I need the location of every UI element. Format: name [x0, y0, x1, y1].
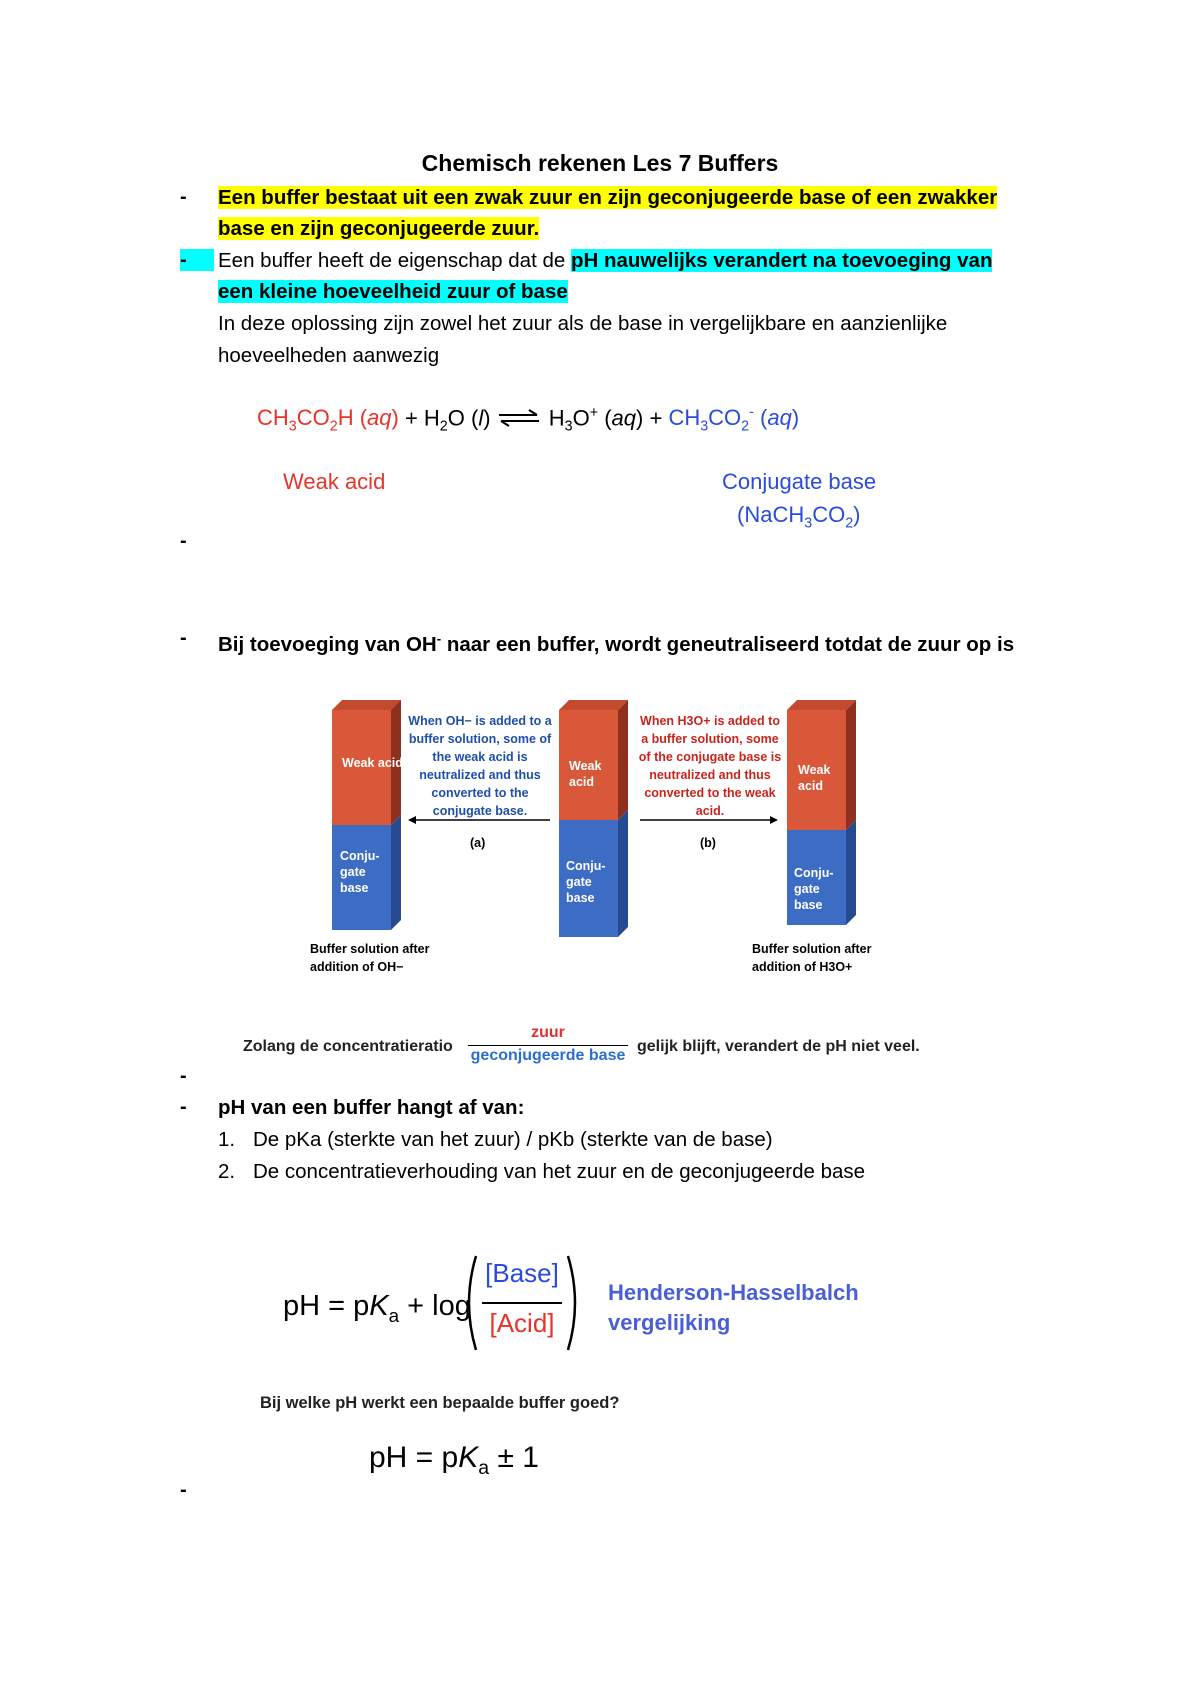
list-item-2: De concentratieverhouding van het zuur en de geconjugeerde base — [253, 1160, 866, 1183]
middle-conj-base-label: Conju-gate base — [566, 859, 606, 905]
bullet-2-line-1: Een buffer heeft de eigenschap dat de pH nauwelijks verandert na toevoeging van — [218, 249, 993, 272]
label-a: (a) — [470, 836, 486, 850]
ratio-denominator: geconjugeerde base — [470, 1047, 626, 1064]
buffer-range-equation: pH = $pK_a \pm 1$ — [369, 1441, 539, 1479]
ratio-numerator: zuur — [531, 1024, 565, 1041]
bullet-2-line-3: In deze oplossing zijn zowel het zuur als de base in vergelijkbare en aanzienlijke — [218, 312, 948, 335]
left-conj-base-label: Conju-gate base — [340, 849, 380, 895]
bullet-dash: - — [180, 249, 215, 271]
bullet-2-line-4: hoeveelheden aanwezig — [218, 344, 440, 367]
list-number: 1. — [218, 1128, 236, 1151]
hh-acid: [Acid] — [489, 1308, 555, 1338]
hh-name-line-2: vergelijking — [608, 1310, 731, 1335]
left-weak-acid-label: Weak acid — [342, 756, 403, 770]
list-item-1: De pKa (sterkte van het zuur) / pKb (sterkte van de base) — [253, 1128, 773, 1151]
right-explanation: When H3O+ is added to a buffer solution, some of the conjugate base is neutralized and thus converted to the weak acid. — [638, 714, 782, 818]
conjugate-base-salt: $(NaCH_3CO_2)$ — [737, 502, 861, 532]
list-number: 2. — [218, 1160, 236, 1183]
right-weak-acid-label: Weak acid — [798, 763, 831, 793]
equilibrium-arrow-icon — [497, 407, 543, 433]
caption-right: Buffer solution after addition of H3O+ — [752, 942, 872, 974]
bullet-4: pH van een buffer hangt af van: — [218, 1096, 525, 1119]
hh-base: [Base] — [485, 1258, 559, 1288]
buffer-diagram — [300, 700, 900, 980]
middle-weak-acid-label: Weak acid — [569, 759, 602, 789]
buffer-question: Bij welke pH werkt een bepaalde buffer goed? — [260, 1394, 620, 1412]
bullet-dash: - — [180, 530, 187, 552]
weak-acid-label: Weak acid — [283, 469, 386, 494]
bullet-dash: - — [180, 1065, 187, 1087]
right-conj-base-label: Conju-gate base — [794, 866, 834, 912]
bullet-3: Bij toevoeging van OH- naar een buffer, wordt geneutraliseerd totdat de zuur op is — [218, 631, 1015, 656]
fraction-bar — [468, 1045, 628, 1046]
ratio-prefix: Zolang de concentratieratio — [243, 1038, 453, 1055]
chemical-equation: $CH_3CO_2H$ $(aq) + H_2O$ (l) $H_3O^+$ $(aq) + CH_3CO_2^-$ (aq) — [257, 405, 800, 435]
bullet-1-line-1: Een buffer bestaat uit een zwak zuur en zijn geconjugeerde base of een zwakker — [218, 186, 998, 209]
bullet-dash: - — [180, 627, 187, 649]
page-title: Chemisch rekenen Les 7 Buffers — [421, 150, 779, 176]
bullet-dash: - — [180, 1096, 187, 1118]
ratio-suffix: gelijk blijft, verandert de pH niet veel. — [637, 1038, 920, 1055]
conjugate-base-label: Conjugate base — [722, 469, 877, 494]
caption-left: Buffer solution after addition of OH− — [310, 942, 430, 974]
hh-name-line-1: Henderson-Hasselbalch — [608, 1280, 859, 1305]
bullet-2-line-2: een kleine hoeveelheid zuur of base — [218, 280, 568, 303]
bullet-1-line-2: base en zijn geconjugeerde zuur. — [218, 217, 540, 240]
left-explanation: When OH− is added to a buffer solution, some of the weak acid is neutralized and thus converted to the conjugate base. — [408, 714, 552, 818]
hh-equation-lhs: pH = $pK_a + \log$ — [283, 1290, 471, 1326]
bullet-dash: - — [180, 186, 187, 208]
label-b: (b) — [700, 836, 716, 850]
bullet-dash: - — [180, 1479, 187, 1501]
